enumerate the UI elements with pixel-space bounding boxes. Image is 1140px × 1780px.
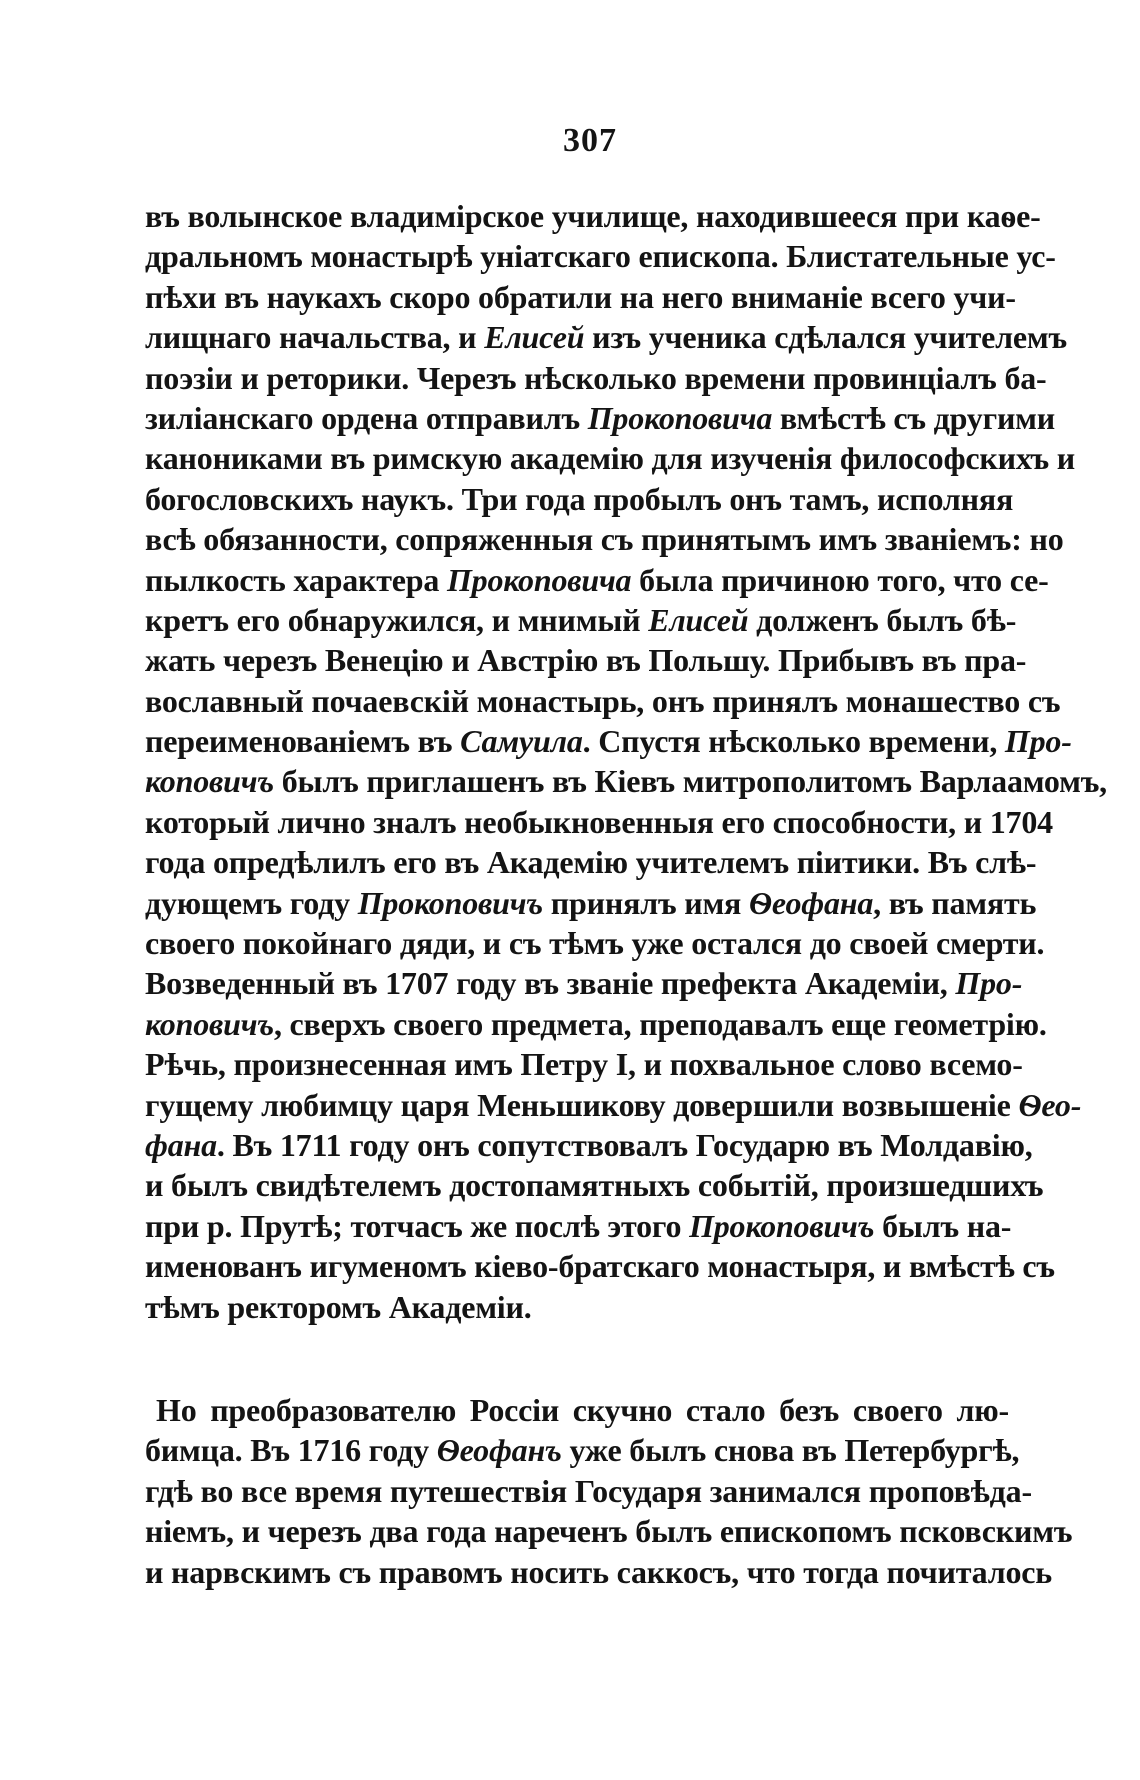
- text-line: года опредѣлилъ его въ Академію учителемъ піитики. Въ слѣ-: [145, 844, 1037, 881]
- text-line: дующемъ году Прокоповичъ принялъ имя Ѳеофана, въ память: [145, 884, 1037, 921]
- italic-name: Ѳео-: [1018, 1086, 1082, 1123]
- text-line: Но преобразователю Россіи скучно стало безъ своего лю-: [156, 1392, 1009, 1428]
- italic-name: Ѳеофана: [748, 884, 874, 921]
- text-line: тѣмъ ректоромъ Академіи.: [145, 1288, 532, 1325]
- text-line: въ волынское владимірское училище, находившееся при каѳе-: [145, 198, 1041, 234]
- text-line: жать черезъ Венецію и Австрію въ Польшу. Прибывъ въ пра-: [145, 642, 1027, 679]
- italic-name: фана: [145, 1126, 217, 1163]
- text-line: и былъ свидѣтелемъ достопамятныхъ событій, произшедшихъ: [145, 1167, 1044, 1204]
- text-line: ніемъ, и черезъ два года нареченъ былъ епископомъ псковскимъ: [145, 1513, 1073, 1550]
- text-line: Рѣчь, произнесенная имъ Петру I, и похвальное слово всемо-: [145, 1046, 1023, 1083]
- text-line: коповичъ былъ приглашенъ въ Кіевъ митрополитомъ Варлаамомъ,: [145, 763, 1107, 800]
- paragraph-2: [145, 1390, 1073, 1592]
- text-line: Возведенный въ 1707 году въ званіе префекта Академіи, Про-: [145, 965, 1023, 1002]
- italic-name: Ѳеофанъ: [436, 1432, 562, 1469]
- text-line: переименованіемъ въ Самуила. Спустя нѣсколько времени, Про-: [145, 723, 1072, 760]
- paragraph-1: [145, 196, 1107, 1327]
- text-line: коповичъ, сверхъ своего предмета, преподавалъ еще геометрію.: [145, 1005, 1047, 1042]
- italic-name: Прокоповичъ: [689, 1207, 875, 1244]
- italic-name: Прокоповича: [587, 399, 773, 436]
- text-line: богословскихъ наукъ. Три года пробылъ онъ тамъ, исполняя: [145, 480, 1014, 517]
- text-line: лищнаго начальства, и Елисей изъ ученика сдѣлался учителемъ: [145, 319, 1067, 356]
- text-line: и нарвскимъ съ правомъ носить саккосъ, что тогда почиталось: [145, 1553, 1053, 1590]
- text-line: всѣ обязанности, сопряженныя съ принятымъ имъ званіемъ: но: [145, 521, 1064, 558]
- text-line: фана. Въ 1711 году онъ сопутствовалъ Государю въ Молдавію,: [145, 1126, 1033, 1163]
- page-number: 307: [563, 122, 617, 159]
- italic-name: Про-: [1004, 723, 1072, 760]
- text-line: своего покойнаго дяди, и съ тѣмъ уже остался до своей смерти.: [145, 925, 1045, 962]
- italic-name: коповичъ: [145, 763, 274, 800]
- text-line: именованъ игуменомъ кіево-братскаго монастыря, и вмѣстѣ съ: [145, 1248, 1055, 1285]
- text-line: канониками въ римскую академію для изученія философскихъ и: [145, 440, 1075, 477]
- italic-name: Елисей: [484, 319, 585, 356]
- text-line: поэзіи и реторики. Черезъ нѣсколько времени провинціалъ ба-: [145, 359, 1047, 396]
- text-line: который лично зналъ необыкновенныя его способности, и 1704: [145, 803, 1053, 840]
- text-line: бимца. Въ 1716 году Ѳеофанъ уже былъ снова въ Петербургѣ,: [145, 1432, 1020, 1469]
- text-line: кретъ его обнаружился, и мнимый Елисей долженъ былъ бѣ-: [145, 601, 1017, 638]
- text-line: при р. Прутѣ; тотчасъ же послѣ этого Прокоповичъ былъ на-: [145, 1207, 1012, 1244]
- text-line: гдѣ во все время путешествія Государя занимался проповѣда-: [145, 1472, 1032, 1509]
- text-line: пылкость характера Прокоповича была причиною того, что се-: [145, 561, 1049, 598]
- italic-name: Елисей: [648, 601, 749, 638]
- italic-name: Прокоповича: [446, 561, 632, 598]
- italic-name: Прокоповичъ: [357, 884, 543, 921]
- italic-name: коповичъ: [145, 1005, 274, 1042]
- text-line: зиліанскаго ордена отправилъ Прокоповича вмѣстѣ съ другими: [145, 399, 1056, 436]
- text-line: дральномъ монастырѣ уніатскаго епископа. Блистательные ус-: [145, 238, 1056, 275]
- italic-name: Про-: [955, 965, 1023, 1002]
- italic-name: Самуила: [460, 723, 583, 760]
- text-line: вославный почаевскій монастырь, онъ принялъ монашество съ: [145, 682, 1061, 719]
- text-line: пѣхи въ наукахъ скоро обратили на него вниманіе всего учи-: [145, 278, 1016, 315]
- text-line: гущему любимцу царя Меньшикову довершили возвышеніе Ѳео-: [145, 1086, 1082, 1123]
